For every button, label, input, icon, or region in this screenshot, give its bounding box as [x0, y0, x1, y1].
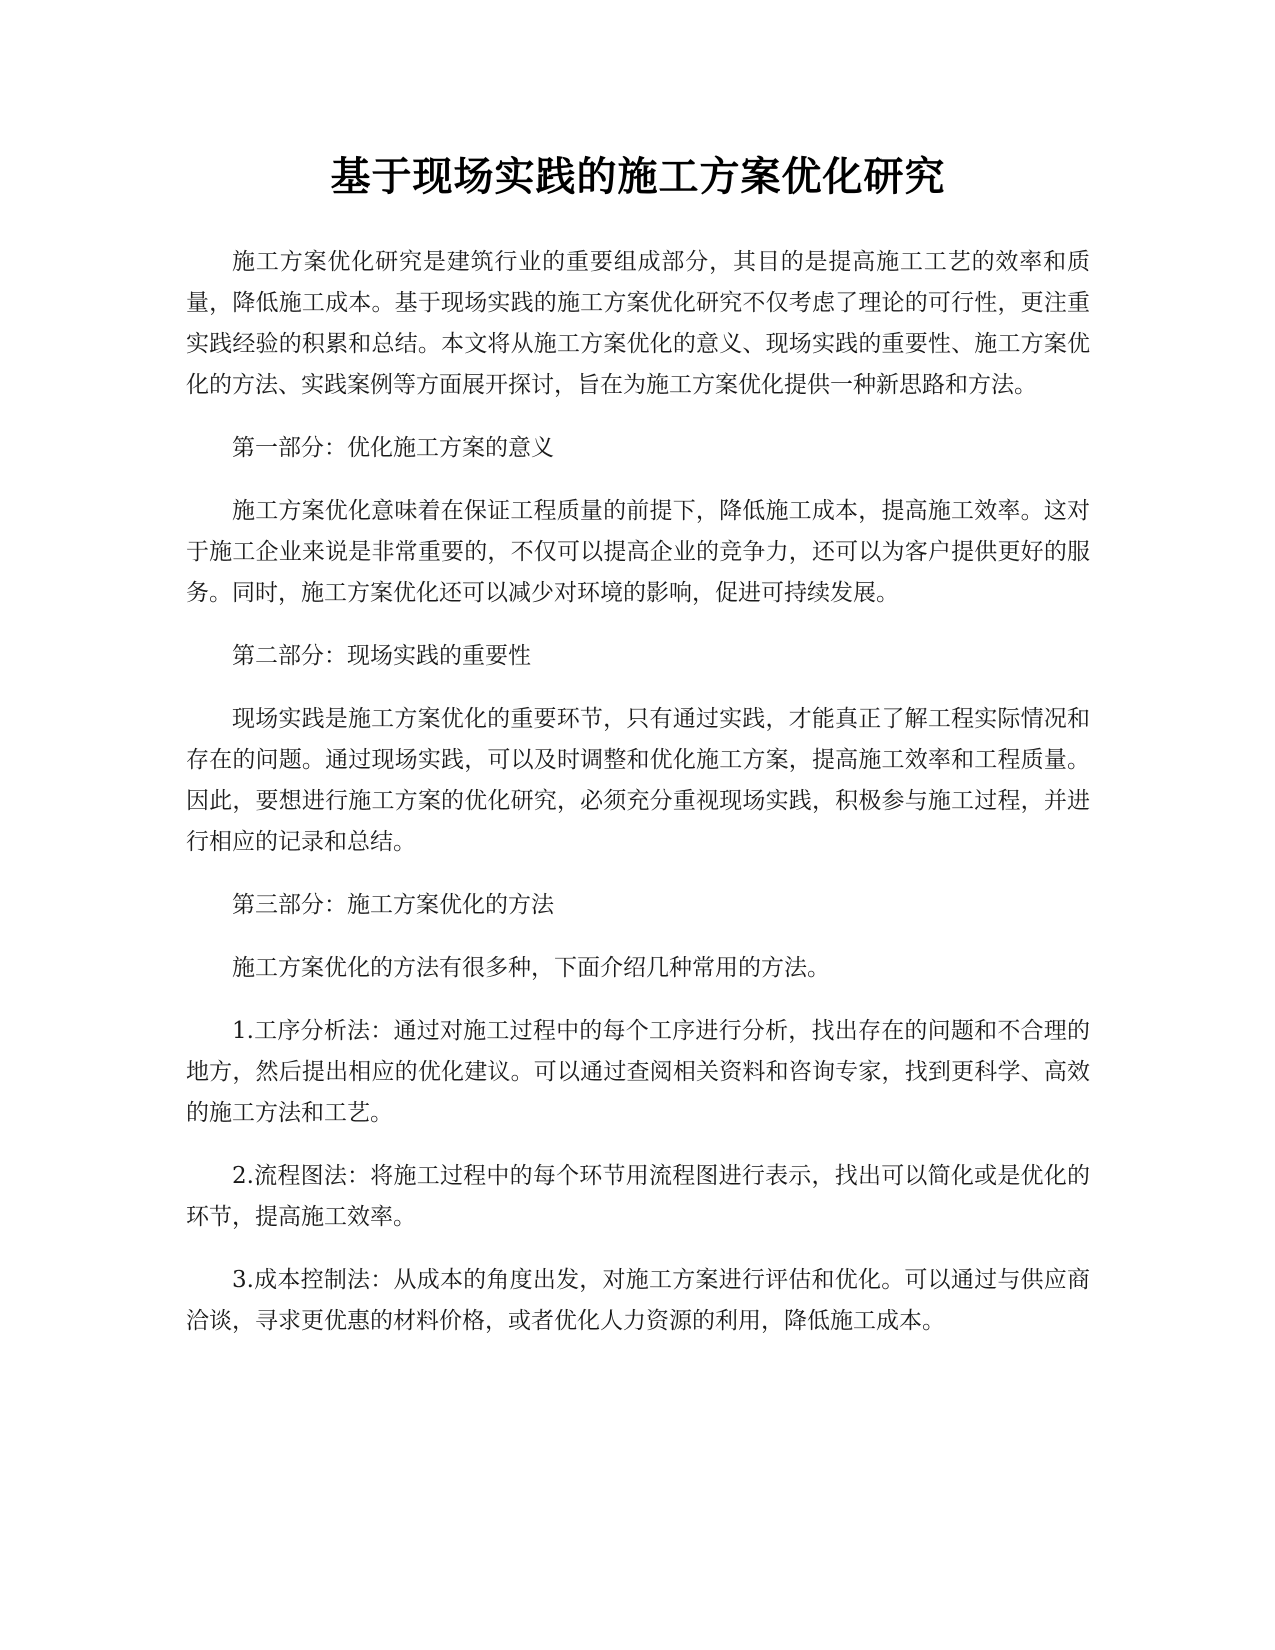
intro-paragraph: 施工方案优化研究是建筑行业的重要组成部分，其目的是提高施工工艺的效率和质量，降低施工成本。基于现场实践的施工方案优化研究不仅考虑了理论的可行性，更注重实践经验的积累和总结。本文将从施工方案优化的意义、现场实践的重要性、施工方案优化的方法、实践案例等方面展开探讨，旨在为施工方案优化提供一种新思路和方法。	[186, 249, 1090, 398]
part-3-intro-paragraph: 施工方案优化的方法有很多种，下面介绍几种常用的方法。	[232, 955, 830, 981]
method-3-paragraph: 3.成本控制法：从成本的角度出发，对施工方案进行评估和优化。可以通过与供应商洽谈，寻求更优惠的材料价格，或者优化人力资源的利用，降低施工成本。	[186, 1267, 1090, 1334]
spacer	[186, 677, 1090, 699]
spacer	[186, 406, 1090, 428]
method-2-paragraph: 2.流程图法：将施工过程中的每个环节用流程图进行表示，找出可以简化或是优化的环节，提高施工效率。	[186, 1163, 1090, 1230]
spacer	[186, 1134, 1090, 1156]
spacer	[186, 469, 1090, 491]
method-1-paragraph: 1.工序分析法：通过对施工过程中的每个工序进行分析，找出存在的问题和不合理的地方，然后提出相应的优化建议。可以通过查阅相关资料和咨询专家，找到更科学、高效的施工方法和工艺。	[186, 1018, 1090, 1126]
document-title: 基于现场实践的施工方案优化研究	[330, 154, 946, 200]
section-heading-part-2: 第二部分：现场实践的重要性	[232, 643, 531, 669]
title-spacer	[186, 206, 1090, 242]
section-heading-part-3: 第三部分：施工方案优化的方法	[232, 892, 554, 918]
spacer	[186, 989, 1090, 1011]
part-2-paragraph: 现场实践是施工方案优化的重要环节，只有通过实践，才能真正了解工程实际情况和存在的问题。通过现场实践，可以及时调整和优化施工方案，提高施工效率和工程质量。因此，要想进行施工方案的优化研究，必须充分重视现场实践，积极参与施工过程，并进行相应的记录和总结。	[186, 706, 1090, 855]
spacer	[186, 926, 1090, 948]
spacer	[186, 1238, 1090, 1260]
document-body	[186, 148, 1090, 1342]
spacer	[186, 863, 1090, 885]
part-1-paragraph: 施工方案优化意味着在保证工程质量的前提下，降低施工成本，提高施工效率。这对于施工企业来说是非常重要的，不仅可以提高企业的竞争力，还可以为客户提供更好的服务。同时，施工方案优化还可以减少对环境的影响，促进可持续发展。	[186, 498, 1090, 606]
spacer	[186, 614, 1090, 636]
section-heading-part-1: 第一部分：优化施工方案的意义	[232, 435, 554, 461]
